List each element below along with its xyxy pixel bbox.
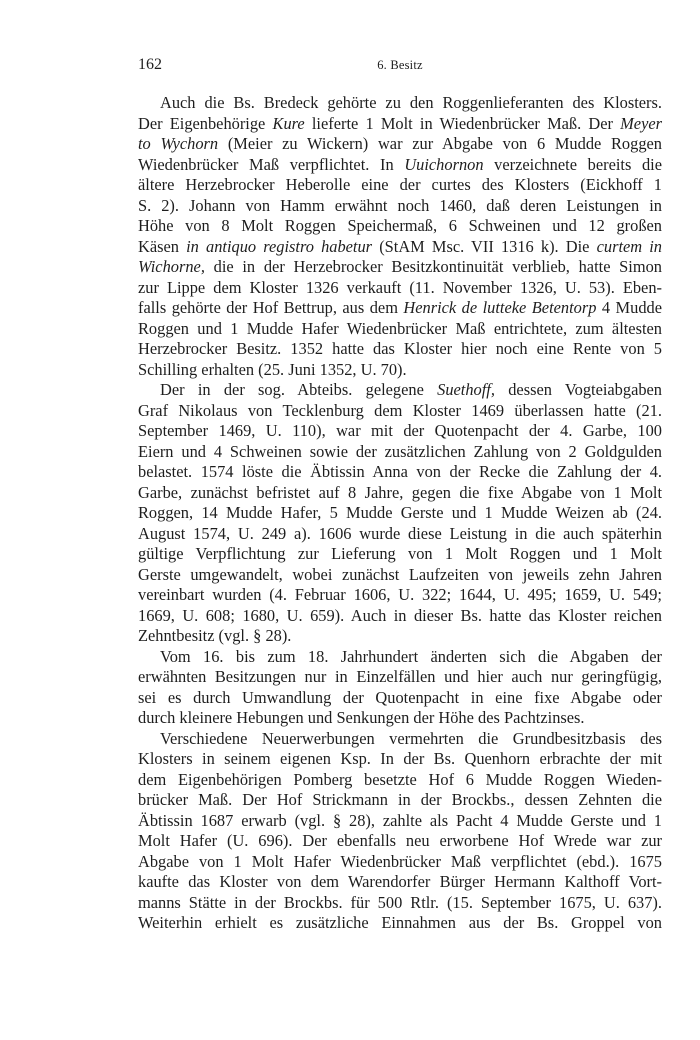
page-header (138, 56, 662, 80)
text-line (138, 688, 662, 709)
italic-text: Kure (272, 113, 305, 133)
text-fragment: gültige Verpflichtung zur Lieferung von 1 Molt Roggen und 1 Molt (138, 544, 662, 563)
text-line (138, 790, 662, 811)
text-line (138, 442, 662, 463)
text-line (138, 319, 662, 340)
text-line (138, 380, 662, 401)
text-line (138, 770, 662, 791)
text-fragment: Verschiedene Neuerwerbungen vermehrten die Grundbesitzbasis des (160, 728, 662, 748)
text-line (138, 462, 662, 483)
text-line (138, 524, 662, 545)
text-fragment: kaufte das Kloster von dem Warendorfer Bürger Hermann Kalthoff Vort- (138, 872, 662, 891)
text-fragment: Auch die Bs. Bredeck gehörte zu den Roggenlieferanten des Klosters. (160, 93, 662, 112)
italic-text: in antiquo registro habetur (186, 236, 373, 256)
text-line (138, 872, 662, 893)
text-fragment: Garbe, zunächst befristet auf 8 Jahre, gegen die fixe Abgabe von 1 Molt (138, 482, 662, 502)
text-line (138, 196, 662, 217)
text-line (138, 811, 662, 832)
text-line (138, 606, 662, 627)
text-line (138, 360, 662, 381)
text-line (138, 155, 662, 176)
text-line (138, 483, 662, 504)
text-fragment: brücker Maß. Der Hof Strickmann in der Brockbs., dessen Zehnten die (138, 790, 662, 809)
text-line (138, 852, 662, 873)
text-line (138, 913, 662, 934)
text-fragment: Klosters in seinem eigenen Ksp. In der Bs. Quenhorn erbrachte der mit (138, 749, 662, 768)
text-fragment: Der in der sog. Abteibs. gelegene (160, 380, 438, 399)
text-fragment: August 1574, U. 249 a). 1606 wurde diese Leistung in die auch späterhin (138, 523, 662, 543)
text-line (138, 298, 662, 319)
text-line (138, 647, 662, 668)
text-fragment: Abgabe von 1 Molt Hafer Wiedenbrücker Maß verpflichtet (ebd.). 1675 (138, 851, 662, 871)
text-fragment: Wiedenbrücker Maß verpflichtet. In (138, 154, 405, 174)
text-line (138, 278, 662, 299)
text-fragment: (Meier zu Wickern) war zur Abgabe von 6 Mudde Roggen (218, 134, 662, 153)
text-fragment: 1669, U. 608; 1680, U. 659). Auch in dieser Bs. hatte das Kloster reichen (138, 605, 662, 625)
text-fragment: ältere Herzebrocker Heberolle eine der curtes des Klosters (Eickhoff 1 (138, 175, 662, 194)
italic-text: Uuichornon (404, 154, 484, 174)
text-line (138, 237, 662, 258)
text-fragment: September 1469, U. 110), war mit der Quotenpacht der 4. Garbe, 100 (138, 421, 662, 440)
text-fragment: falls gehörte der Hof Bettrup, aus dem (138, 298, 404, 317)
text-fragment: die in der Herzebrocker Besitzkontinuität verblieb, hatte Simon (204, 257, 662, 276)
text-fragment: Roggen, 14 Mudde Hafer, 5 Mudde Gerste und 1 Mudde Weizen ab (24. (138, 503, 662, 522)
text-fragment: Gerste umgewandelt, wobei zunächst Laufzeiten von jeweils zehn Jahren (138, 564, 662, 584)
text-fragment: Äbtissin 1687 erwarb (vgl. § 28), zahlte als Pacht 4 Mudde Gerste und 1 (138, 810, 662, 830)
text-fragment: (StAM Msc. VII 1316 k). Die (372, 236, 597, 256)
text-line (138, 421, 662, 442)
text-fragment: erwähnten Besitzungen nur in Einzelfällen und hier auch nur geringfügig, (138, 667, 662, 686)
text-line (138, 134, 662, 155)
body-text (138, 93, 662, 934)
italic-text: curtem in (596, 236, 663, 256)
text-fragment: 4 Mudde (596, 298, 662, 317)
text-fragment: manns Stätte in der Brockbs. für 500 Rtlr. (15. September 1675, U. 637). (138, 892, 662, 912)
italic-text: to Wychorn (138, 134, 219, 153)
text-fragment: Graf Nikolaus von Tecklenburg dem Kloster 1469 überlassen hatte (21. (138, 400, 662, 420)
text-line (138, 585, 662, 606)
text-fragment: Schilling erhalten (25. Juni 1352, U. 70). (138, 359, 407, 379)
text-fragment: Der Eigenbehörige (138, 113, 273, 133)
text-line (138, 175, 662, 196)
text-fragment: Herzebrocker Besitz. 1352 hatte das Kloster hier noch eine Rente von 5 (138, 339, 662, 358)
text-fragment: vereinbart wurden (4. Februar 1606, U. 322; 1644, U. 495; 1659, U. 549; (138, 585, 662, 604)
italic-text: Meyer (620, 113, 663, 133)
text-line (138, 893, 662, 914)
text-fragment: Roggen und 1 Mudde Hafer Wiedenbrücker Maß entrichtete, zum ältesten (138, 318, 662, 338)
paragraph (138, 647, 662, 729)
page-number: 162 (138, 56, 162, 73)
text-fragment: verzeichnete bereits die (483, 154, 663, 174)
text-fragment: S. 2). Johann von Hamm erwähnt noch 1460, daß deren Leistungen in (138, 195, 662, 215)
text-line (138, 257, 662, 278)
text-line (138, 503, 662, 524)
text-line (138, 93, 662, 114)
text-fragment: Molt Hafer (U. 696). Der ebenfalls neu erworbene Hof Wrede war zur (138, 831, 662, 850)
italic-text: Henrick de lutteke Betentorp (403, 298, 597, 317)
text-fragment: sei es durch Umwandlung der Quotenpacht in eine fixe Abgabe oder (138, 687, 662, 707)
paragraph (138, 93, 662, 380)
text-line (138, 729, 662, 750)
text-line (138, 667, 662, 688)
text-fragment: zur Lippe dem Kloster 1326 verkauft (11. November 1326, U. 53). Eben- (138, 277, 662, 297)
running-head: 6. Besitz (377, 58, 423, 72)
text-line (138, 216, 662, 237)
text-fragment: Weiterhin erhielt es zusätzliche Einnahmen aus der Bs. Groppel von (138, 913, 662, 932)
paragraph (138, 729, 662, 934)
text-fragment: Vom 16. bis zum 18. Jahrhundert änderten sich die Abgaben der (160, 646, 662, 666)
italic-text: Suethoff, (437, 380, 495, 399)
text-fragment: dessen Vogteiabgaben (494, 380, 663, 399)
text-line (138, 831, 662, 852)
paragraph (138, 380, 662, 647)
text-line (138, 114, 662, 135)
text-line (138, 749, 662, 770)
text-line (138, 544, 662, 565)
text-fragment: dem Eigenbehörigen Pomberg besetzte Hof 6 Mudde Roggen Wieden- (138, 769, 662, 789)
text-fragment: Eiern und 4 Schweinen sowie der zusätzlichen Zahlung von 2 Goldgulden (138, 441, 662, 461)
text-fragment: belastet. 1574 löste die Äbtissin Anna von der Recke die Zahlung der 4. (138, 462, 662, 481)
text-line (138, 708, 662, 729)
text-fragment: Zehntbesitz (vgl. § 28). (138, 626, 292, 645)
italic-text: Wichorne, (138, 257, 205, 276)
text-line (138, 626, 662, 647)
text-line (138, 401, 662, 422)
text-fragment: lieferte 1 Molt in Wiedenbrücker Maß. Der (304, 113, 621, 133)
text-fragment: Käsen (138, 236, 187, 256)
text-line (138, 565, 662, 586)
text-line (138, 339, 662, 360)
text-fragment: Höhe von 8 Molt Roggen Speichermaß, 6 Schweinen und 12 großen (138, 216, 662, 235)
text-fragment: durch kleinere Hebungen und Senkungen der Höhe des Pachtzinses. (138, 708, 585, 727)
